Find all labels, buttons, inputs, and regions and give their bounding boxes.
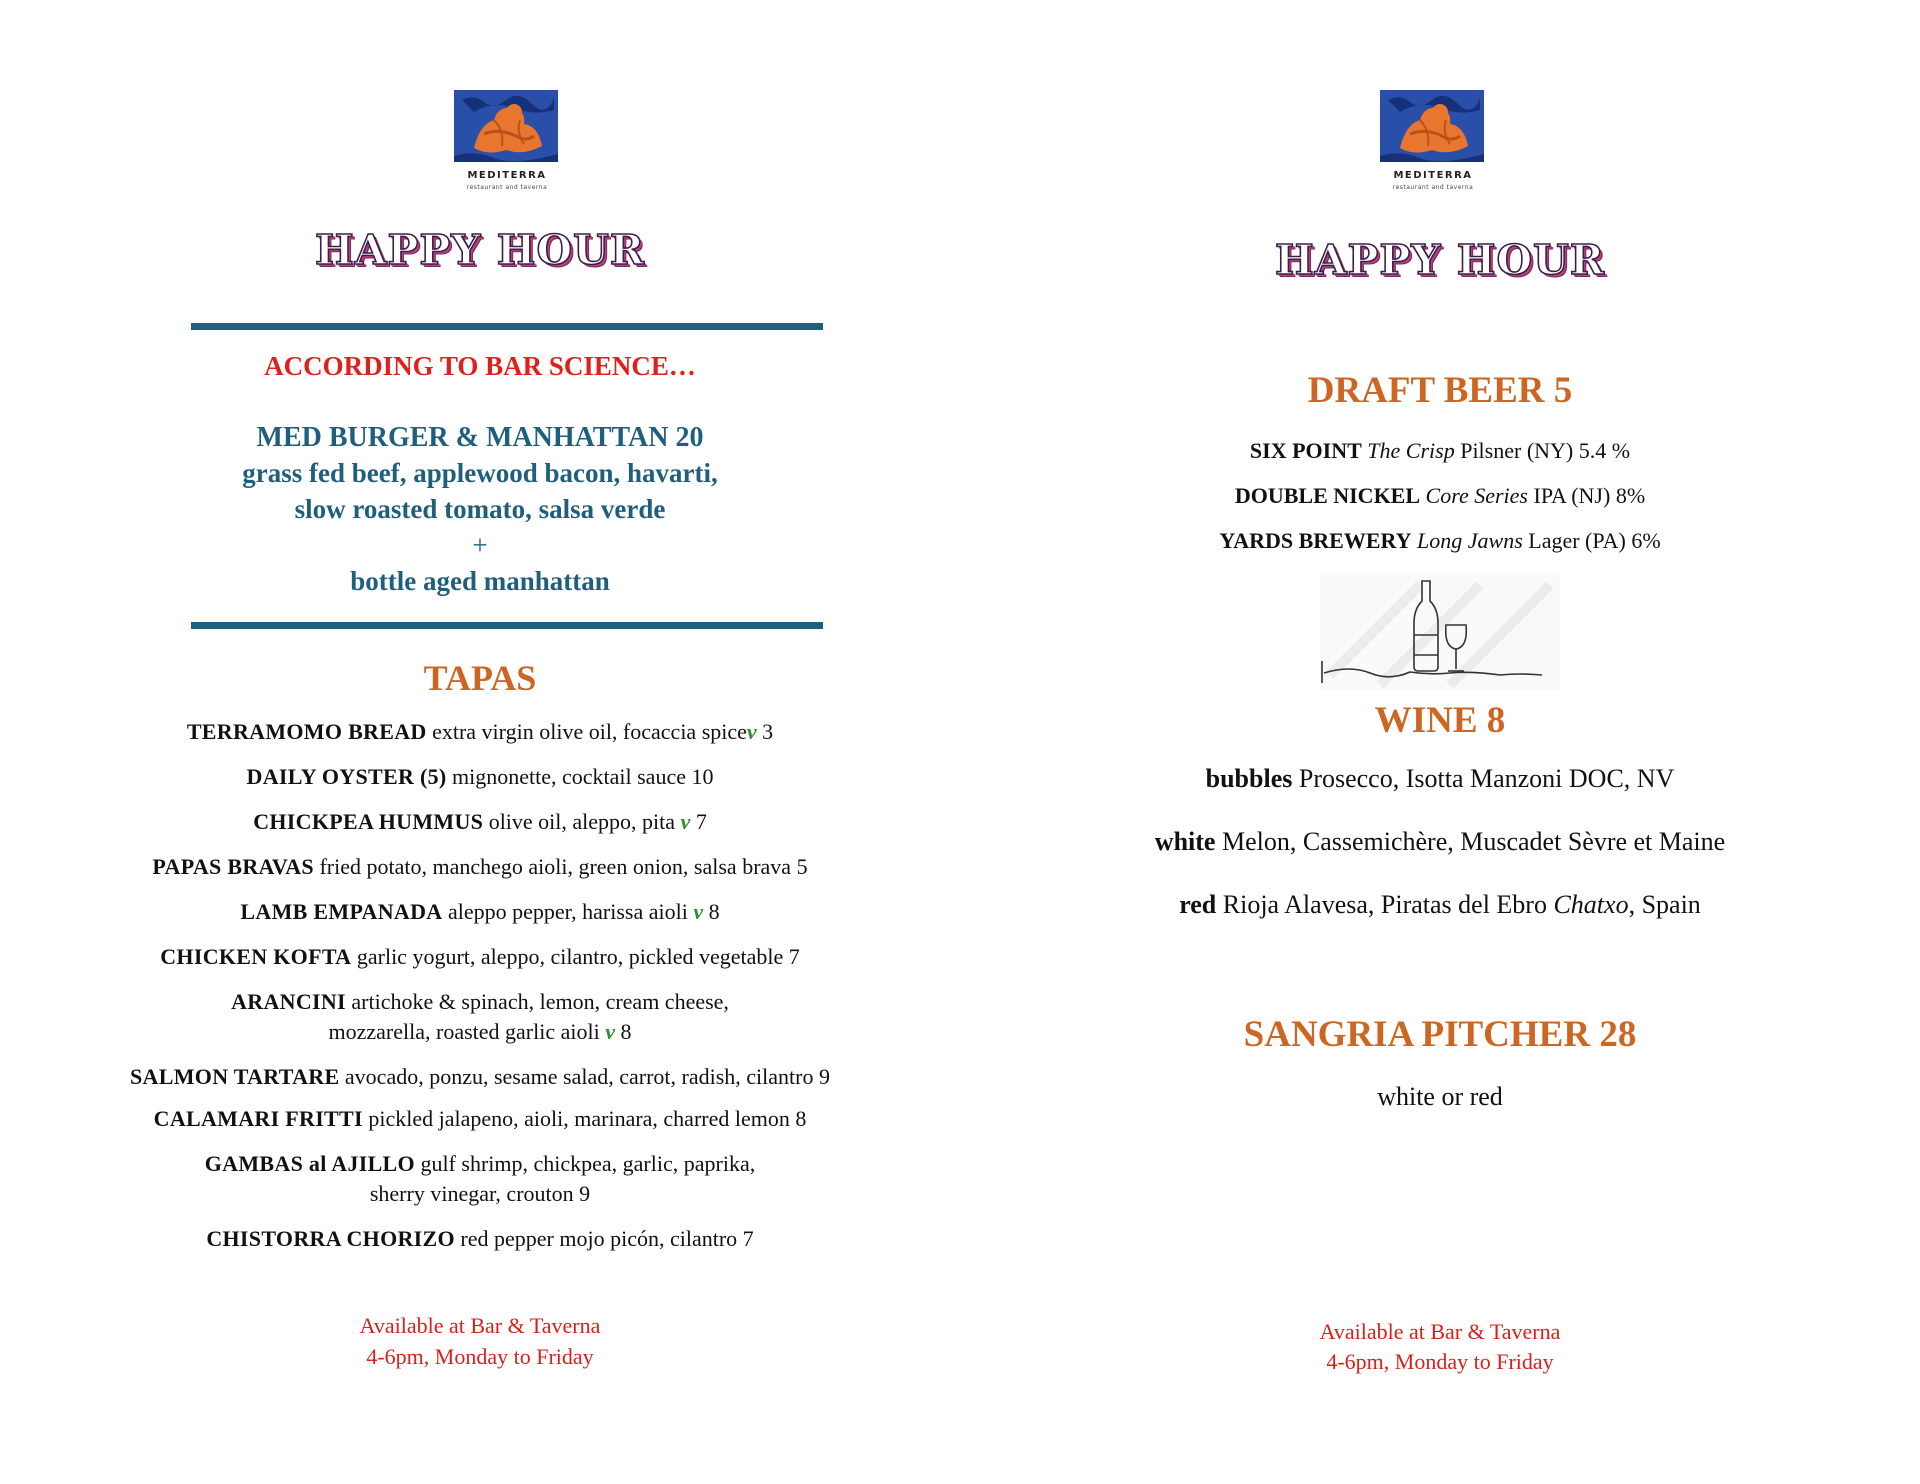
list-item [0,717,960,747]
beer-brewery: SIX POINT [1249,438,1362,463]
logo-brand-name: MEDITERRA [467,170,547,181]
mediterra-logo [1378,90,1488,200]
beer-style: Pilsner (NY) 5.4 % [1460,438,1631,463]
promo-manhattan: bottle aged manhattan [350,566,610,596]
happy-hour-title: HAPPY HOUR [314,226,646,274]
item-price: 7 [742,1226,754,1251]
item-desc: gulf shrimp, chickpea, garlic, paprika, [420,1151,756,1176]
promo-bottom-rule [191,622,823,629]
list-item [0,897,960,927]
item-desc: avocado, ponzu, sesame salad, carrot, radish, cilantro [344,1064,814,1089]
beer-style: Lager (PA) 6% [1528,528,1661,553]
list-item [960,827,1920,857]
item-price: 8 [708,899,720,924]
promo-heading: ACCORDING TO BAR SCIENCE… [264,351,696,381]
vegetarian-mark: v [605,1019,615,1044]
sangria-desc: white or red [1377,1082,1503,1111]
list-item [960,483,1920,509]
wine-bottle-glass-icon [1310,575,1570,690]
list-item [960,890,1920,920]
sangria-heading: SANGRIA PITCHER 28 [1243,1014,1637,1055]
beer-style: IPA (NJ) 8% [1533,483,1646,508]
vegetarian-mark: v [693,899,704,924]
item-price: 5 [796,854,808,879]
list-item [0,807,960,837]
list-item [0,1149,960,1179]
logo-artwork-icon [1380,90,1484,162]
promo-combo-title: MED BURGER & MANHATTAN 20 [256,422,704,453]
item-desc: aleppo pepper, harissa aioli [448,899,688,924]
item-price: 8 [795,1106,807,1131]
wine-type: red [1179,890,1217,919]
item-desc: olive oil, aleppo, pita [488,809,676,834]
wine-name: Chatxo [1553,890,1629,919]
item-name: CHISTORRA CHORIZO [206,1226,455,1251]
item-desc-continued: mozzarella, roasted garlic aioli [328,1019,600,1044]
item-desc: artichoke & spinach, lemon, cream cheese, [351,989,729,1014]
item-name: GAMBAS al AJILLO [204,1151,415,1176]
beer-brewery: DOUBLE NICKEL [1234,483,1421,508]
logo-artwork-icon [454,90,558,162]
vegetarian-mark: v [680,809,691,834]
list-item [0,762,960,792]
logo-tagline: restaurant and taverna [466,184,548,191]
beer-name: The Crisp [1367,438,1455,463]
item-desc: red pepper mojo picón, cilantro [460,1226,738,1251]
item-name: LAMB EMPANADA [240,899,443,924]
availability-hours: 4-6pm, Monday to Friday [1326,1349,1554,1374]
beer-name: Core Series [1425,483,1528,508]
beer-brewery: YARDS BREWERY [1219,528,1412,553]
list-item [0,1062,960,1092]
mediterra-logo [452,90,562,200]
item-name: ARANCINI [231,989,346,1014]
promo-burger-line2: slow roasted tomato, salsa verde [294,494,666,524]
list-item [0,852,960,882]
item-name: CHICKPEA HUMMUS [253,809,484,834]
list-item-continued [0,1017,960,1047]
item-name: CALAMARI FRITTI [153,1106,363,1131]
list-item [960,438,1920,464]
wine-desc: Prosecco, Isotta Manzoni DOC, NV [1298,764,1675,793]
item-desc: pickled jalapeno, aioli, marinara, charred lemon [368,1106,790,1131]
wine-desc: Melon, Cassemichère, Muscadet Sèvre et Maine [1221,827,1726,856]
list-item [0,942,960,972]
availability-location: Available at Bar & Taverna [1319,1319,1561,1344]
item-name: TERRAMOMO BREAD [186,719,427,744]
item-price: 8 [620,1019,632,1044]
list-item [0,1104,960,1134]
wine-desc: Rioja Alavesa, Piratas del Ebro [1222,890,1547,919]
wine-type: white [1154,827,1216,856]
wine-region: , Spain [1628,890,1701,919]
item-name: DAILY OYSTER (5) [246,764,447,789]
item-desc: fried potato, manchego aioli, green onion, salsa brava [319,854,792,879]
item-name: PAPAS BRAVAS [152,854,314,879]
item-desc: extra virgin olive oil, focaccia spice [432,719,747,744]
item-price: 7 [695,809,707,834]
availability-hours: 4-6pm, Monday to Friday [366,1344,594,1369]
promo-burger-line1: grass fed beef, applewood bacon, havarti, [242,458,718,488]
availability-location: Available at Bar & Taverna [359,1313,601,1338]
right-menu-page [960,0,1920,1484]
item-desc: mignonette, cocktail sauce [452,764,686,789]
vegetarian-mark: v [746,719,757,744]
item-name: CHICKEN KOFTA [160,944,352,969]
item-desc-continued: sherry vinegar, crouton [369,1181,574,1206]
promo-top-rule [191,323,823,330]
wine-heading: WINE 8 [1374,700,1506,741]
tapas-heading: TAPAS [423,658,537,698]
item-price: 10 [691,764,714,789]
item-name: SALMON TARTARE [130,1064,340,1089]
happy-hour-title: HAPPY HOUR [1274,236,1606,284]
beer-name: Long Jawns [1417,528,1523,553]
list-item [0,987,960,1017]
logo-tagline: restaurant and taverna [1392,184,1474,191]
wine-type: bubbles [1205,764,1293,793]
item-price: 9 [818,1064,830,1089]
list-item [960,764,1920,794]
promo-plus: + [472,530,488,560]
draft-beer-heading: DRAFT BEER 5 [1307,370,1573,411]
item-price: 7 [788,944,800,969]
list-item [0,1224,960,1254]
logo-brand-name: MEDITERRA [1393,170,1473,181]
list-item [960,528,1920,554]
item-price: 3 [762,719,774,744]
list-item-continued [0,1179,960,1209]
item-price: 9 [579,1181,591,1206]
item-desc: garlic yogurt, aleppo, cilantro, pickled vegetable [356,944,784,969]
